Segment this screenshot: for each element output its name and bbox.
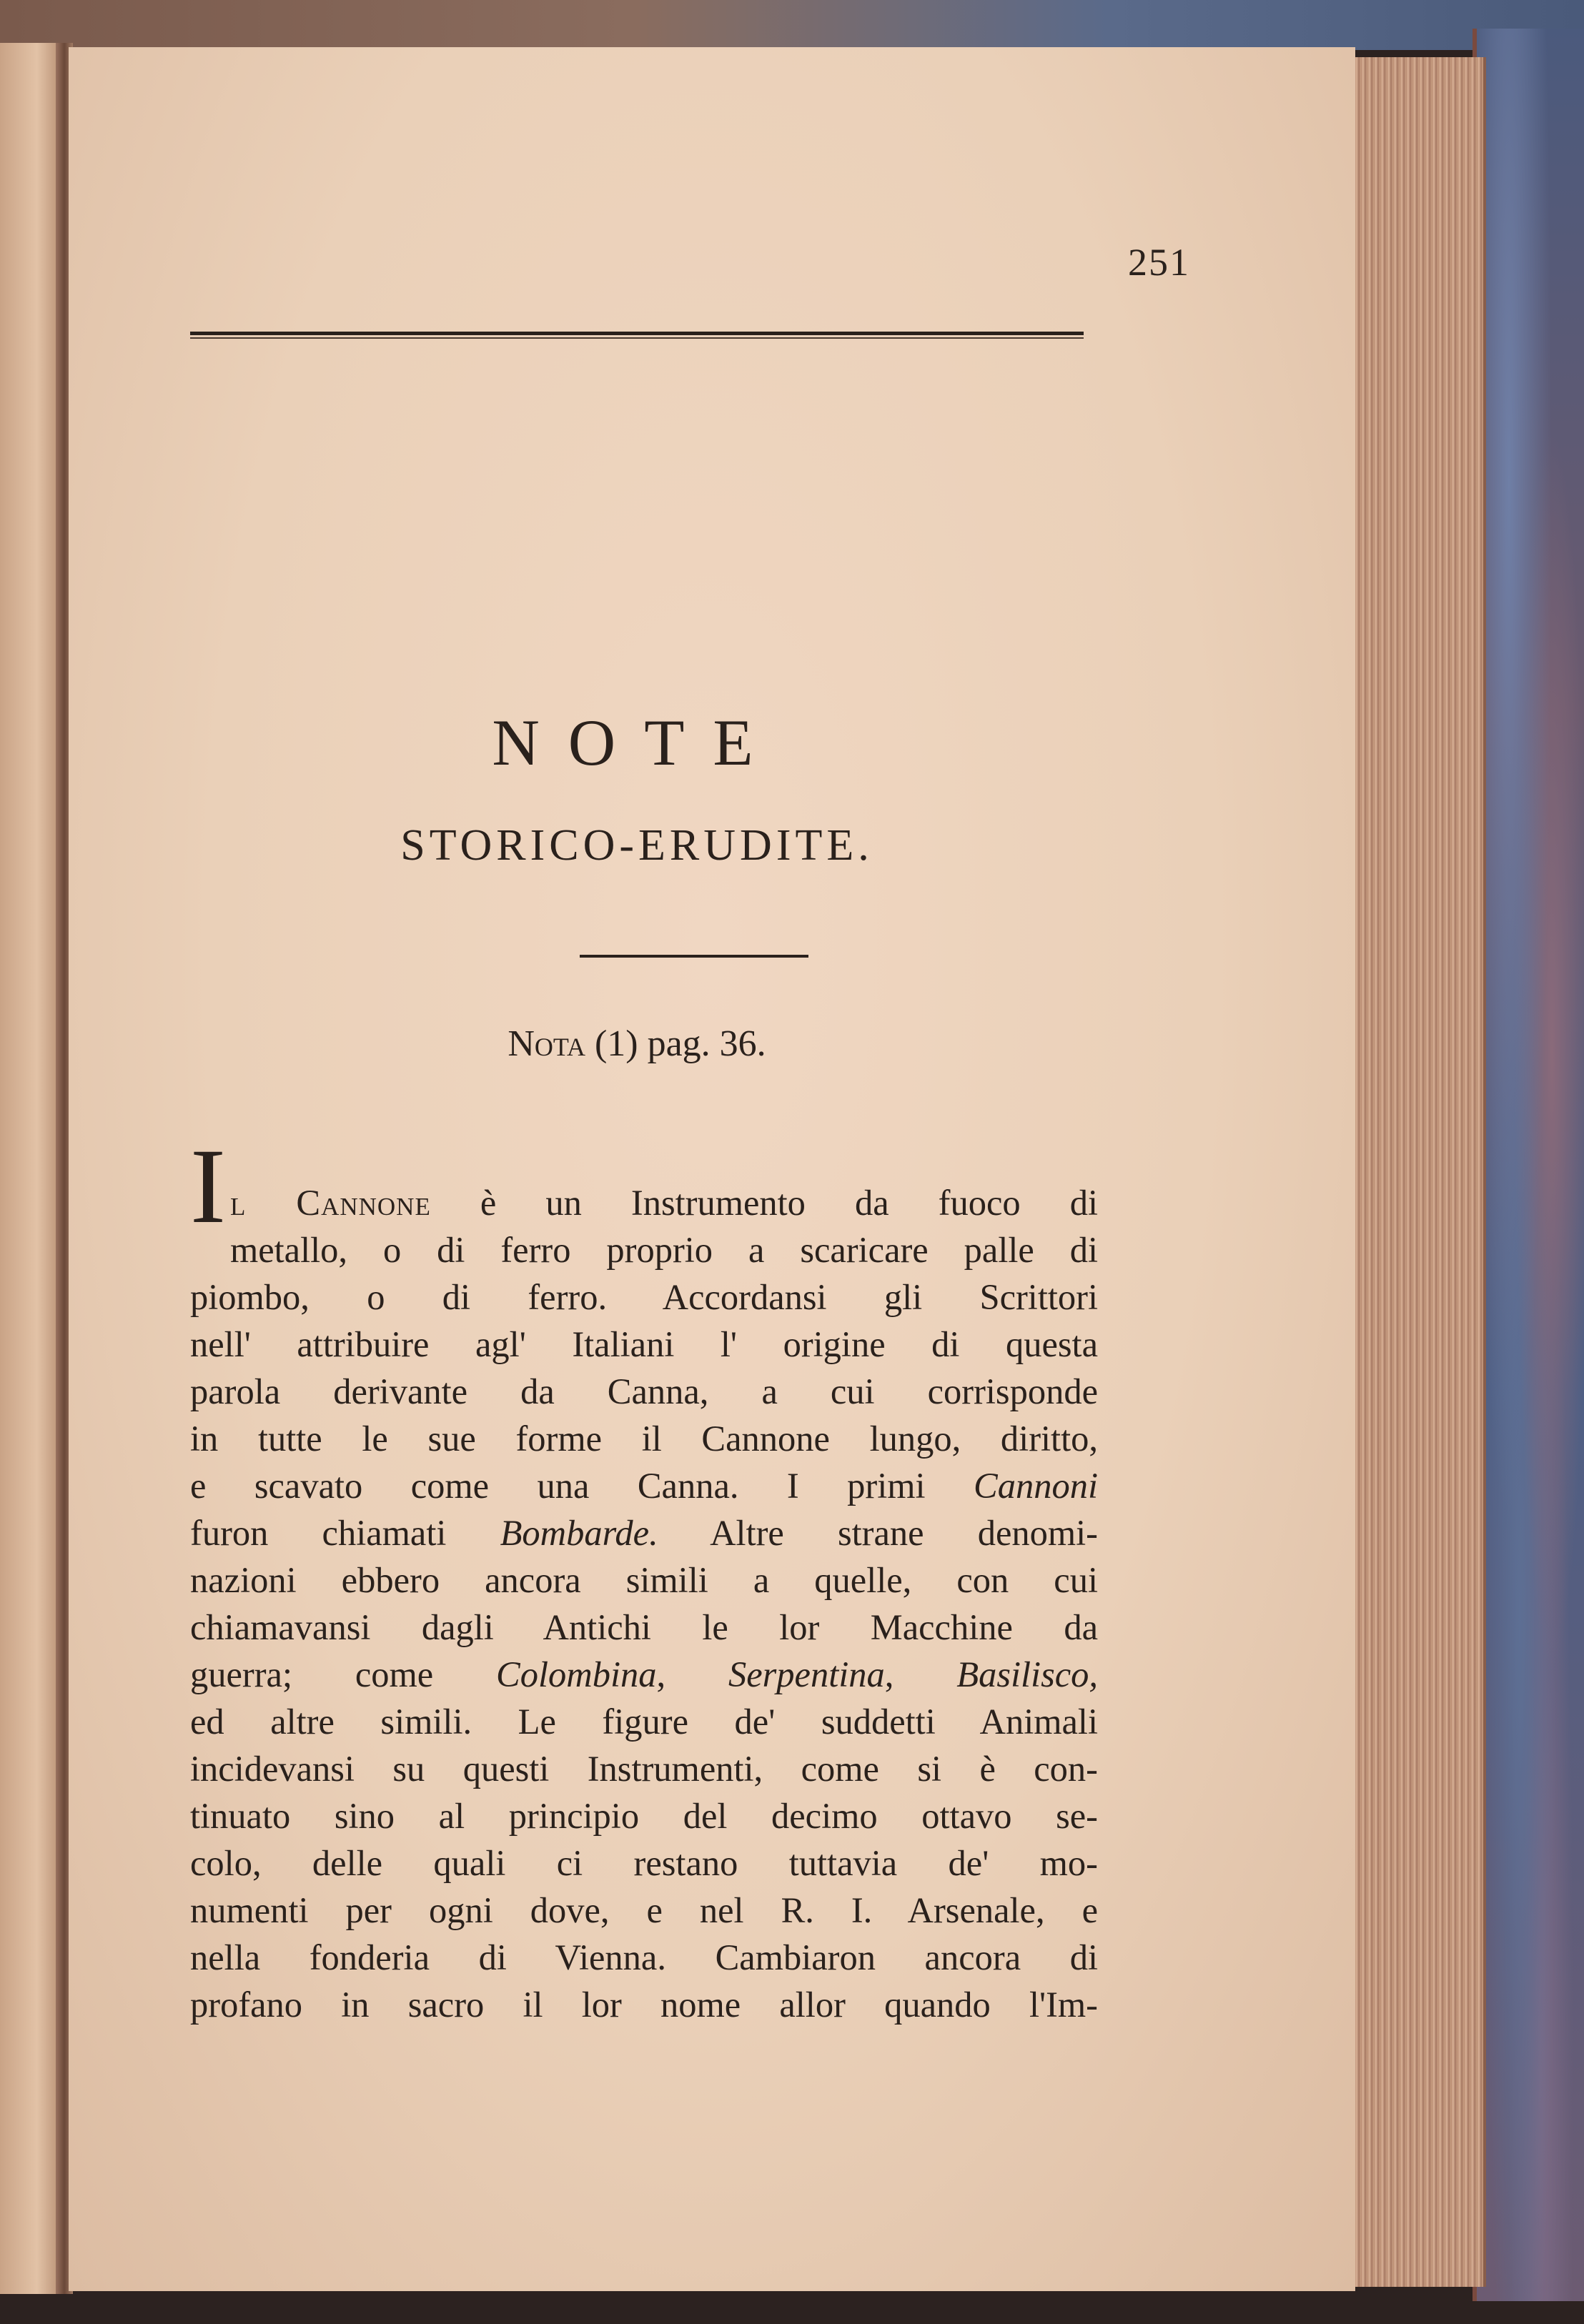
body-line-1-rest: è un Instrumento da fuoco di bbox=[430, 1183, 1098, 1223]
body-line-7-text: e scavato come una Canna. I primi bbox=[190, 1466, 974, 1506]
body-line-15: colo, delle quali ci restano tuttavia de' mo- bbox=[190, 1843, 1098, 1883]
section-subheading: STORICO-ERUDITE. bbox=[400, 821, 873, 870]
separator-1: , bbox=[656, 1654, 728, 1694]
body-line-16: numenti per ogni dove, e nel R. I. Arsenale, e bbox=[190, 1890, 1098, 1930]
section-heading: NOTE bbox=[492, 706, 782, 779]
header-rule bbox=[190, 332, 1084, 339]
separator-2: , bbox=[884, 1654, 957, 1694]
body-line-18: profano in sacro il lor nome allor quando l'Im- bbox=[190, 1985, 1098, 2025]
body-line-3: piombo, o di ferro. Accordansi gli Scrittori bbox=[190, 1277, 1098, 1317]
body-line-11-pre: guerra; come bbox=[190, 1654, 497, 1694]
body-line-6: in tutte le sue forme il Cannone lungo, diritto, bbox=[190, 1419, 1098, 1459]
body-line-10: chiamavansi dagli Antichi le lor Macchine da bbox=[190, 1607, 1098, 1647]
section-divider bbox=[580, 955, 808, 958]
page-number: 251 bbox=[1128, 241, 1190, 284]
cannone-term: l Cannone bbox=[229, 1183, 431, 1223]
body-line-17: nella fonderia di Vienna. Cambiaron ancora di bbox=[190, 1937, 1098, 1977]
body-line-8-post: Altre strane denomi- bbox=[658, 1513, 1098, 1553]
body-line-13: incidevansi su questi Instrumenti, come si è con- bbox=[190, 1749, 1098, 1789]
page-stack-edge bbox=[1355, 57, 1486, 2287]
colombina-term: Colombina bbox=[496, 1654, 657, 1694]
previous-page-edge bbox=[0, 43, 61, 2294]
body-line-9: nazioni ebbero ancora simili a quelle, con cui bbox=[190, 1560, 1098, 1600]
body-line-8-pre: furon chiamati bbox=[190, 1513, 500, 1553]
basilisco-term: Basilisco, bbox=[956, 1654, 1099, 1694]
bombarde-term: Bombarde. bbox=[500, 1513, 658, 1553]
book-page bbox=[69, 47, 1355, 2291]
cannoni-term: Cannoni bbox=[974, 1466, 1098, 1506]
note-heading bbox=[190, 1023, 1084, 1065]
body-line-5: parola derivante da Canna, a cui corrisponde bbox=[190, 1371, 1098, 1411]
note-label: Nota bbox=[508, 1023, 585, 1064]
body-line-4: nell' attribuire agl' Italiani l' origine di questa bbox=[190, 1324, 1098, 1364]
body-line-14: tinuato sino al principio del decimo ottavo se- bbox=[190, 1796, 1098, 1836]
body-line-2: metallo, o di ferro proprio a scaricare palle di bbox=[229, 1230, 1098, 1270]
note-body bbox=[190, 1127, 1099, 2028]
cover-top-edge bbox=[0, 0, 1584, 50]
note-reference: (1) pag. 36. bbox=[585, 1023, 766, 1064]
marbled-cover bbox=[1472, 29, 1584, 2301]
serpentina-term: Serpentina bbox=[728, 1654, 885, 1694]
body-line-8 bbox=[190, 1509, 1098, 1556]
body-line-1 bbox=[190, 1141, 1098, 1226]
body-line-7 bbox=[190, 1462, 1098, 1509]
body-line-11 bbox=[190, 1651, 1098, 1698]
body-line-12: ed altre simili. Le figure de' suddetti Animali bbox=[190, 1702, 1098, 1742]
drop-cap: I bbox=[190, 1127, 226, 1246]
